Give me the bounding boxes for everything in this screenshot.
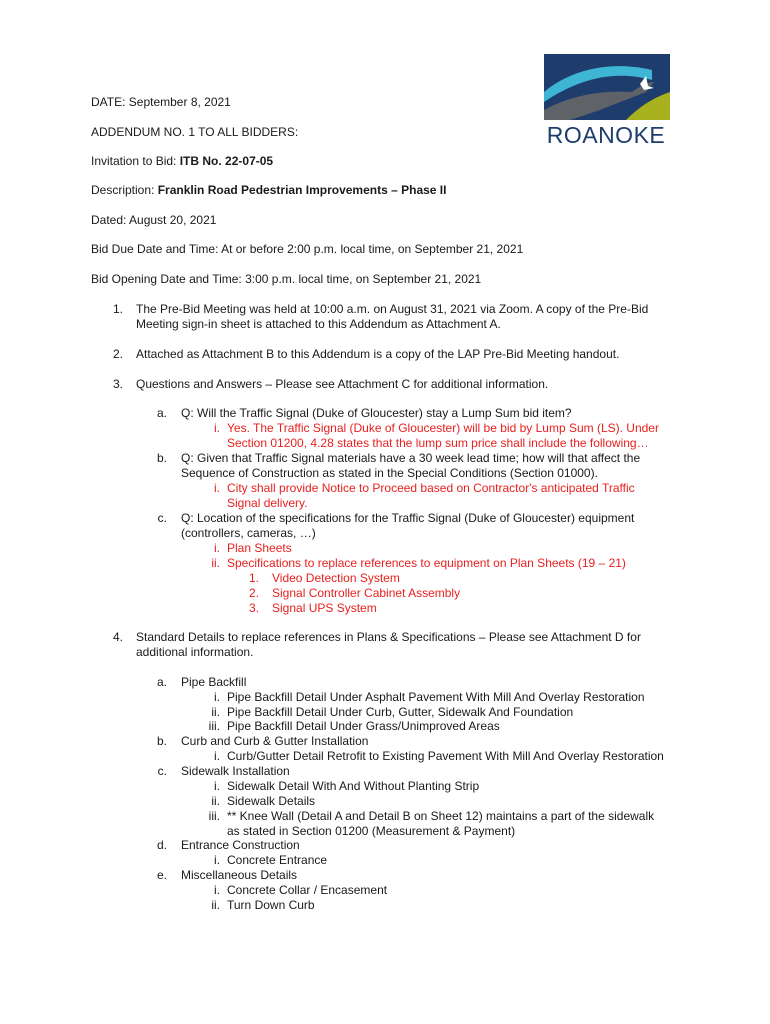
qa-b-question-line-1: Q: Given that Traffic Signal materials have a 30 week lead time; how will that affect the: [181, 451, 641, 465]
detail-a-ii: Pipe Backfill Detail Under Curb, Gutter, Sidewalk And Foundation: [227, 705, 574, 719]
date-line: DATE: September 8, 2021: [91, 95, 231, 109]
detail-b-i-label: i.: [214, 749, 220, 763]
detail-a-ii-label: ii.: [211, 705, 220, 719]
qa-c-question-line-2: (controllers, cameras, …): [181, 526, 316, 540]
detail-e-title: Miscellaneous Details: [181, 868, 298, 882]
qa-a-i-label: i.: [214, 421, 220, 435]
qa-c-answer-ii: Specifications to replace references to equipment on Plan Sheets (19 – 21): [227, 556, 626, 570]
detail-c-title: Sidewalk Installation: [181, 764, 290, 778]
qa-a-question: Q: Will the Traffic Signal (Duke of Gloucester) stay a Lump Sum bid item?: [181, 406, 572, 420]
bid-opening-line: Bid Opening Date and Time: 3:00 p.m. local time, on September 21, 2021: [91, 272, 482, 286]
detail-e-i-label: i.: [214, 883, 220, 897]
qa-b-label: b.: [156, 451, 167, 465]
item-1-number: 1.: [112, 302, 123, 316]
qa-c-question-line-1: Q: Location of the specifications for the Traffic Signal (Duke of Gloucester) equipment: [181, 511, 635, 525]
qa-b-i-label: i.: [214, 481, 220, 495]
bid-due-line: Bid Due Date and Time: At or before 2:00 p.m. local time, on September 21, 2021: [91, 242, 524, 256]
detail-c-iii-continued: as stated in Section 01200 (Measurement & Payment): [227, 824, 516, 838]
description-line: [91, 183, 446, 197]
detail-c-iii: ** Knee Wall (Detail A and Detail B on Sheet 12) maintains a part of the sidewalk: [227, 809, 655, 823]
qa-a-answer-line-2: Section 01200, 4.28 states that the lump sum price shall include the following…: [227, 436, 649, 450]
detail-d-label: d.: [156, 838, 167, 852]
detail-b-label: b.: [156, 734, 167, 748]
qa-c-ii-1: Video Detection System: [272, 571, 400, 585]
item-4-line-2: additional information.: [136, 645, 254, 659]
item-3-line-1: Questions and Answers – Please see Attachment C for additional information.: [136, 377, 549, 391]
qa-c-ii-1-label: 1.: [248, 571, 259, 585]
qa-b-question-line-2: Sequence of Construction as stated in the Special Conditions (Section 01000).: [181, 466, 598, 480]
detail-c-i: Sidewalk Detail With And Without Planting Strip: [227, 779, 480, 793]
detail-d-i-label: i.: [214, 853, 220, 867]
qa-b-answer-line-1: City shall provide Notice to Proceed based on Contractor's anticipated Traffic: [227, 481, 635, 495]
qa-c-ii-2-label: 2.: [248, 586, 259, 600]
qa-c-ii-3: Signal UPS System: [272, 601, 377, 615]
description-value: Franklin Road Pedestrian Improvements – Phase II: [157, 183, 447, 197]
detail-a-label: a.: [156, 675, 167, 689]
itb-line: [91, 154, 273, 168]
detail-b-i: Curb/Gutter Detail Retrofit to Existing Pavement With Mill And Overlay Restoration: [227, 749, 664, 763]
qa-b-answer-line-2: Signal delivery.: [227, 496, 308, 510]
detail-c-iii-label: iii.: [208, 809, 220, 823]
detail-a-i-label: i.: [214, 690, 220, 704]
item-2-number: 2.: [112, 347, 123, 361]
detail-a-title: Pipe Backfill: [181, 675, 247, 689]
detail-a-iii-label: iii.: [208, 719, 220, 733]
detail-d-i: Concrete Entrance: [227, 853, 328, 867]
detail-e-i: Concrete Collar / Encasement: [227, 883, 388, 897]
qa-c-ii-label: ii.: [211, 556, 220, 570]
qa-c-label: c.: [157, 511, 167, 525]
qa-a-answer-line-1: Yes. The Traffic Signal (Duke of Gloucester) will be bid by Lump Sum (LS). Under: [227, 421, 659, 435]
detail-c-i-label: i.: [214, 779, 220, 793]
detail-a-iii: Pipe Backfill Detail Under Grass/Unimproved Areas: [227, 719, 500, 733]
dated-line: Dated: August 20, 2021: [91, 213, 217, 227]
detail-c-label: c.: [157, 764, 167, 778]
qa-c-answer-i: Plan Sheets: [227, 541, 292, 555]
qa-c-ii-3-label: 3.: [248, 601, 259, 615]
item-3-number-text: 3.: [112, 377, 123, 391]
item-1-line-1: The Pre-Bid Meeting was held at 10:00 a.m. on August 31, 2021 via Zoom. A copy of the Pre-Bid: [136, 302, 649, 316]
qa-a-label: a.: [156, 406, 167, 420]
addendum-line: ADDENDUM NO. 1 TO ALL BIDDERS:: [91, 125, 299, 139]
logo-wordmark: ROANOKE: [546, 122, 666, 148]
roanoke-logo-mark-icon: [540, 52, 672, 122]
item-2-line-1: Attached as Attachment B to this Addendum is a copy of the LAP Pre-Bid Meeting handout.: [136, 347, 620, 361]
item-3-number: [100, 377, 123, 391]
itb-value: ITB No. 22-07-05: [179, 154, 274, 168]
item-4-line-1: Standard Details to replace references in Plans & Specifications – Please see Attachment D for: [136, 630, 641, 644]
item-4-number: 4.: [112, 630, 123, 644]
detail-b-title: Curb and Curb & Gutter Installation: [181, 734, 369, 748]
item-1-line-2: Meeting sign-in sheet is attached to this Addendum as Attachment A.: [136, 317, 501, 331]
detail-a-i: Pipe Backfill Detail Under Asphalt Pavement With Mill And Overlay Restoration: [227, 690, 645, 704]
detail-c-ii-label: ii.: [211, 794, 220, 808]
qa-c-ii-2: Signal Controller Cabinet Assembly: [272, 586, 461, 600]
qa-c-i-label: i.: [214, 541, 220, 555]
description-label: Description:: [91, 183, 158, 197]
roanoke-logo: [540, 52, 672, 148]
detail-e-label: e.: [156, 868, 167, 882]
detail-e-ii-label: ii.: [211, 898, 220, 912]
detail-c-ii: Sidewalk Details: [227, 794, 316, 808]
detail-e-ii: Turn Down Curb: [227, 898, 315, 912]
itb-label: Invitation to Bid:: [91, 154, 180, 168]
detail-d-title: Entrance Construction: [181, 838, 300, 852]
